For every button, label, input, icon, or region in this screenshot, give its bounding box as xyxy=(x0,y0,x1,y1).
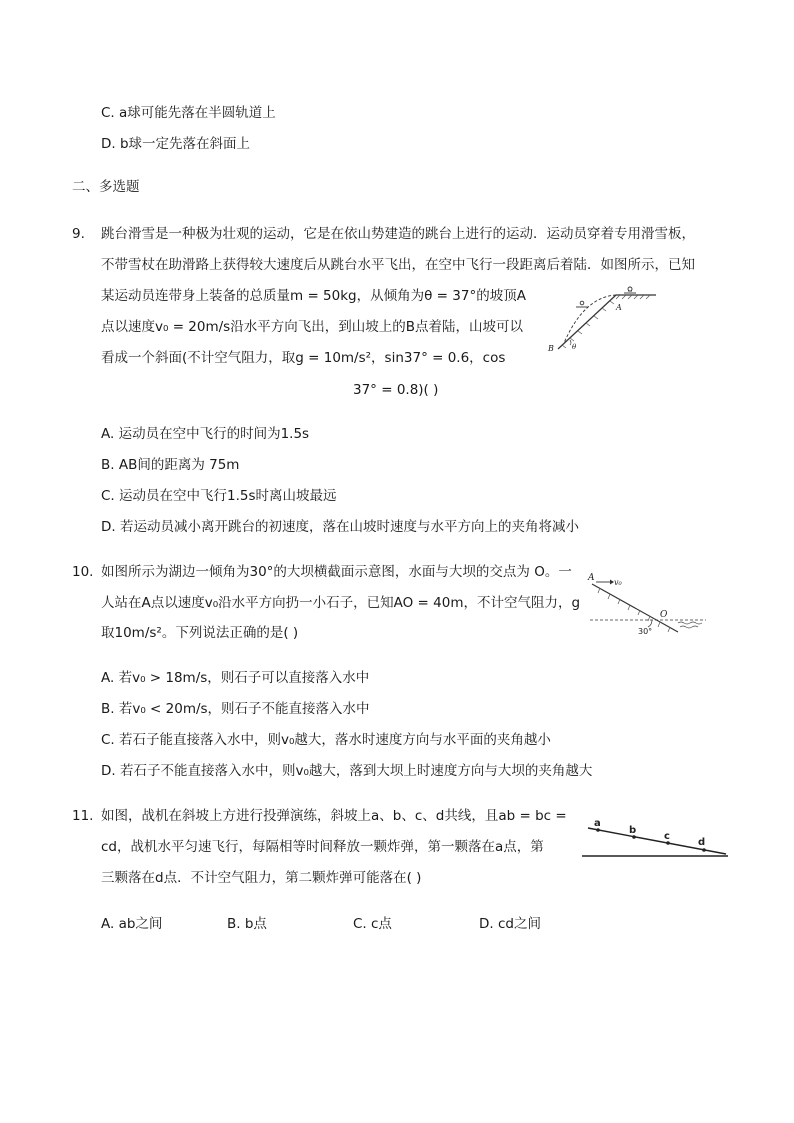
q11-choice-a: A. ab之间 xyxy=(101,916,163,932)
q8-option-d: D. b球一定先落在斜面上 xyxy=(101,136,251,152)
q10-option-b: B. 若v₀ < 20m/s，则石子不能直接落入水中 xyxy=(101,701,370,717)
q11-line-3: 三颗落在d点．不计空气阻力，第二颗炸弹可能落在( ) xyxy=(101,870,422,886)
q10-option-a: A. 若v₀ > 18m/s，则石子可以直接落入水中 xyxy=(101,670,370,686)
q11-choice-d: D. cd之间 xyxy=(479,916,541,932)
point-c-label: c xyxy=(664,831,670,842)
point-o-label: O xyxy=(660,610,668,620)
q11-number: 11. xyxy=(72,808,94,824)
ski-jumper-mid-air-icon xyxy=(576,301,588,307)
q10-option-c: C. 若石子能直接落入水中，则v₀越大，落水时速度方向与水平面的夹角越小 xyxy=(101,732,551,748)
q10-line-2: 人站在A点以速度v₀沿水平方向扔一小石子，已知AO = 40m，不计空气阻力，g xyxy=(101,595,581,611)
section-title: 二、多选题 xyxy=(72,179,140,195)
q9-line-2: 不带雪杖在助滑路上获得较大速度后从跳台水平飞出，在空中飞行一段距离后着陆．如图所示，已知 xyxy=(101,257,695,273)
q9-option-b: B. AB间的距离为 75m xyxy=(101,457,240,473)
skier-icon xyxy=(624,287,636,293)
q10-line-1: 如图所示为湖边一倾角为30°的大坝横截面示意图，水面与大坝的交点为 O。一 xyxy=(101,564,572,580)
q9-ski-jump-figure xyxy=(544,283,664,363)
point-a-label: a xyxy=(594,818,601,829)
point-d-label: d xyxy=(698,837,706,848)
point-b-label: B xyxy=(548,344,554,353)
q10-number: 10. xyxy=(72,564,94,580)
q11-slope-figure xyxy=(578,812,730,862)
q9-line-5: 看成一个斜面(不计空气阻力，取g = 10m/s²，sin37° = 0.6，cos xyxy=(101,350,506,366)
q8-option-c: C. a球可能先落在半圆轨道上 xyxy=(101,105,276,121)
q10-option-d: D. 若石子不能直接落入水中，则v₀越大，落到大坝上时速度方向与大坝的夹角越大 xyxy=(101,763,593,779)
q10-dam-figure xyxy=(586,570,710,638)
q11-line-1: 如图，战机在斜坡上方进行投弹演练，斜坡上a、b、c、d共线，且ab = bc = xyxy=(101,808,567,824)
q9-number: 9. xyxy=(72,226,85,242)
point-b-label: b xyxy=(629,825,637,836)
angle-label: 30° xyxy=(638,627,653,636)
q9-line-1: 跳台滑雪是一种极为壮观的运动，它是在依山势建造的跳台上进行的运动．运动员穿着专用滑雪板， xyxy=(101,226,695,242)
point-d-dot xyxy=(702,848,706,852)
point-a-label: A xyxy=(588,573,595,583)
q9-line-6: 37° = 0.8)( ) xyxy=(353,382,439,398)
q9-option-a: A. 运动员在空中飞行的时间为1.5s xyxy=(101,426,310,442)
point-a-label: A xyxy=(616,303,622,312)
q9-option-c: C. 运动员在空中飞行1.5s时离山坡最远 xyxy=(101,488,337,504)
q11-choice-c: C. c点 xyxy=(353,916,392,932)
q11-choices xyxy=(101,914,541,934)
theta-label: θ xyxy=(572,343,577,351)
q10-line-3: 取10m/s²。下列说法正确的是( ) xyxy=(101,625,299,641)
q9-option-d: D. 若运动员减小离开跳台的初速度，落在山坡时速度与水平方向上的夹角将减小 xyxy=(101,519,579,535)
v0-label: v₀ xyxy=(614,578,622,587)
q11-choice-b: B. b点 xyxy=(227,916,267,932)
q11-line-2: cd，战机水平匀速飞行，每隔相等时间释放一颗炸弹，第一颗落在a点，第 xyxy=(101,839,544,855)
q9-line-3: 某运动员连带身上装备的总质量m = 50kg，从倾角为θ = 37°的坡顶A xyxy=(101,288,526,304)
q9-line-4: 点以速度v₀ = 20m/s沿水平方向飞出，到山坡上的B点着陆，山坡可以 xyxy=(101,319,523,335)
